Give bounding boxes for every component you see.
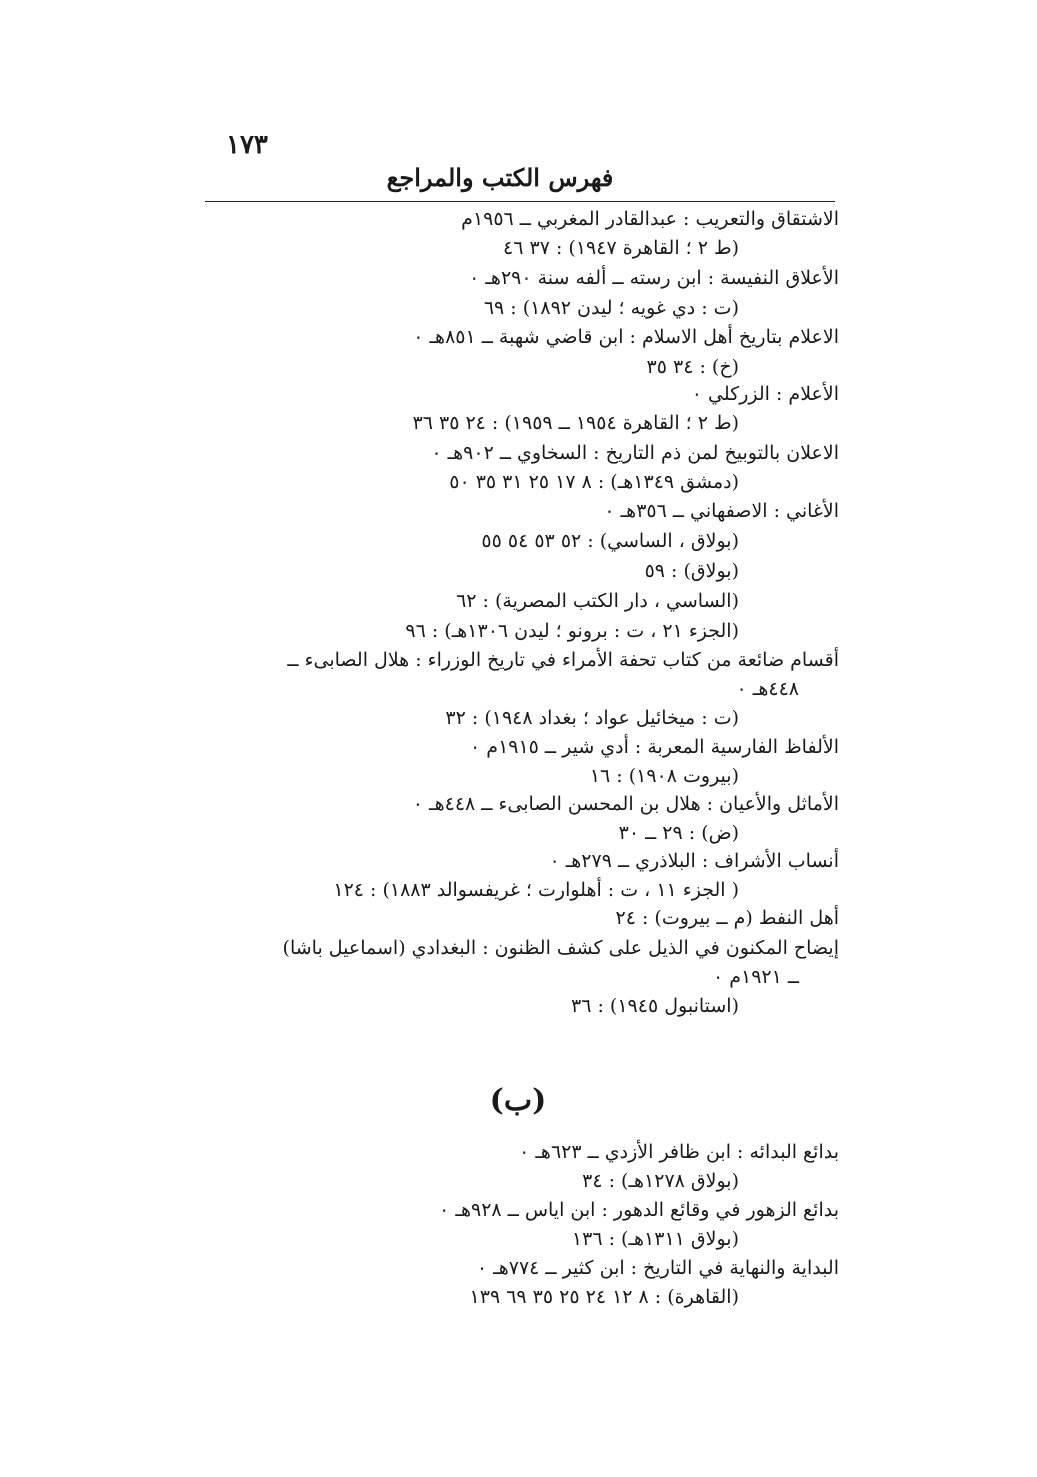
entry-title: أقسام ضائعة من كتاب تحفة الأمراء في تاريخ الوزراء : هلال الصابىء ــ [287,649,839,671]
entry-title: الأماثل والأعيان : هلال بن المحسن الصابىء ــ ٤٤٨هـ ٠ [412,793,839,815]
entry-title: أهل النفط (م ــ بيروت) : ٢٤ [615,907,839,929]
entry-detail: (الساسي ، دار الكتب المصرية) : ٦٢ [456,590,739,612]
page-number: ١٧٣ [226,130,268,160]
entry-title: الاعلان بالتوبيخ لمن ذم التاريخ : السخاوي ــ ٩٠٢هـ ٠ [431,442,839,464]
entry-detail: (القاهرة) : ٨ ١٢ ٢٤ ٢٥ ٣٥ ٦٩ ١٣٩ [469,1286,739,1308]
entry-detail: (بولاق ١٢٧٨هـ) : ٣٤ [582,1170,739,1192]
entry-detail: (ط ٢ ؛ القاهرة ١٩٤٧) : ٣٧ ٤٦ [503,237,739,259]
entry-title: الاشتقاق والتعريب : عبدالقادر المغربي ــ ١٩٥٦م [461,208,839,230]
entry-continuation: ٤٤٨هـ ٠ [736,678,799,700]
entry-detail: (الجزء ٢١ ، ت : برونو ؛ ليدن ١٣٠٦هـ) : ٩٦ [405,620,739,642]
entry-detail: (ط ٢ ؛ القاهرة ١٩٥٤ ــ ١٩٥٩) : ٢٤ ٣٥ ٣٦ [412,412,739,434]
header-rule [205,201,835,202]
entry-title: الألفاظ الفارسية المعربة : أدي شير ــ ١٩١٥م ٠ [470,736,839,758]
entry-title: البداية والنهاية في التاريخ : ابن كثير ــ ٧٧٤هـ ٠ [476,1257,839,1279]
entry-detail: ( الجزء ١١ ، ت : أهلوارت ؛ غريفسوالد ١٨٨٣) : ١٢٤ [333,879,739,901]
entry-detail: (ت : ميخائيل عواد ؛ بغداد ١٩٤٨) : ٣٢ [445,707,739,729]
entry-detail: (بولاق) : ٥٩ [644,560,739,582]
running-header: فهرس الكتب والمراجع [386,163,614,192]
entry-detail: (ت : دي غويه ؛ ليدن ١٨٩٢) : ٦٩ [483,297,739,319]
entry-detail: (دمشق ١٣٤٩هـ) : ٨ ١٧ ٢٥ ٣١ ٣٥ ٥٠ [449,471,739,493]
entry-title: أنساب الأشراف : البلاذري ــ ٢٧٩هـ ٠ [549,850,839,872]
entry-detail: (بيروت ١٩٠٨) : ١٦ [589,765,739,787]
entry-detail: (استانبول ١٩٤٥) : ٣٦ [571,995,739,1017]
entry-title: الاعلام بتاريخ أهل الاسلام : ابن قاضي شهبة ــ ٨٥١هـ ٠ [413,326,839,348]
entry-title: الأغاني : الاصفهاني ــ ٣٥٦هـ ٠ [604,500,839,522]
entry-detail: (بولاق ١٣١١هـ) : ١٣٦ [571,1228,739,1250]
section-heading: (ب) [489,1083,547,1118]
entry-detail: (بولاق ، الساسي) : ٥٢ ٥٣ ٥٤ ٥٥ [481,530,739,552]
entry-title: بدائع الزهور في وقائع الدهور : ابن اياس ــ ٩٢٨هـ ٠ [439,1199,839,1221]
entry-detail: (خ) : ٣٤ ٣٥ [646,356,739,378]
entry-title: إيضاح المكنون في الذيل على كشف الظنون : البغدادي (اسماعيل باشا) [282,937,839,959]
entry-title: الأعلام : الزركلي ٠ [691,383,839,405]
entry-title: الأعلاق النفيسة : ابن رسته ــ ألفه سنة ٢٩٠هـ ٠ [469,267,839,289]
entry-detail: (ض) : ٢٩ ــ ٣٠ [618,822,739,844]
entry-title: بدائع البدائه : ابن ظافر الأزدي ــ ٦٢٣هـ ٠ [519,1141,839,1163]
entry-continuation: ــ ١٩٢١م ٠ [712,966,799,988]
